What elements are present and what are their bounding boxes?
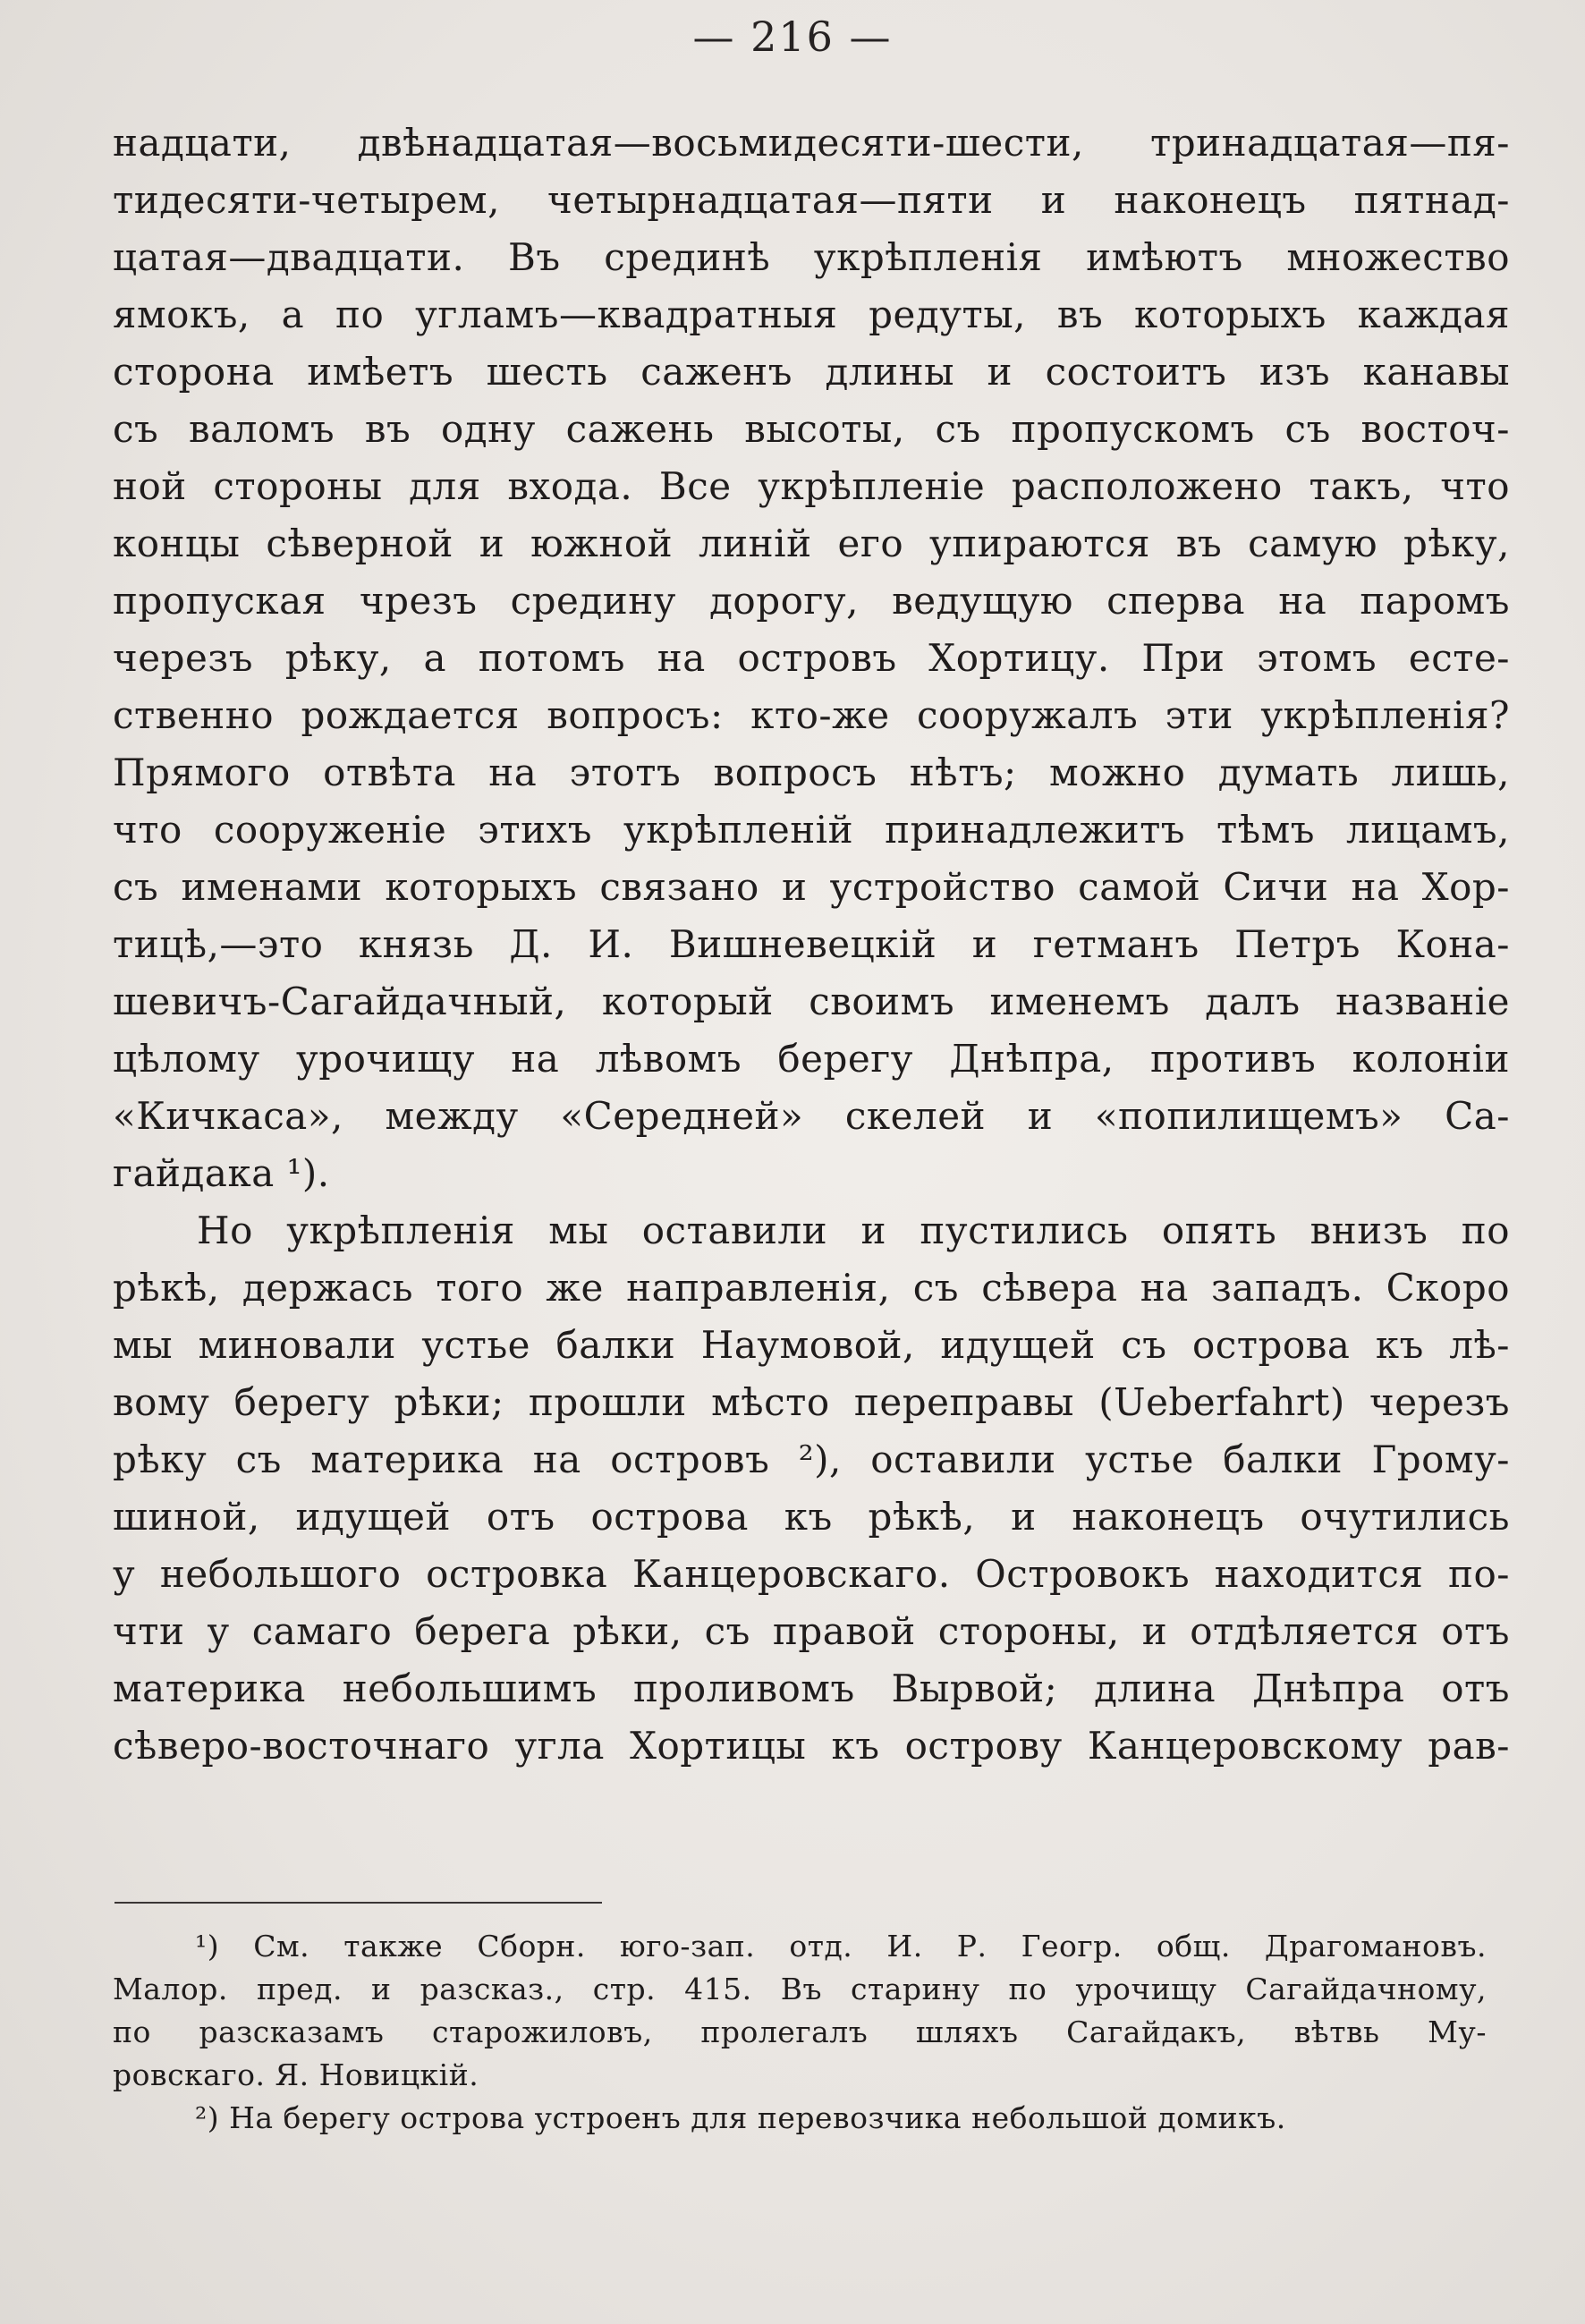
text-line: гайдака ¹). bbox=[113, 1151, 330, 1195]
text-line: шевичъ-Сагайдачный, который своимъ именемъ далъ названіе bbox=[113, 980, 1510, 1023]
text-line: что сооруженіе этихъ укрѣпленій принадлежитъ тѣмъ лицамъ, bbox=[113, 808, 1510, 852]
footnote-line: Малор. пред. и разсказ., стр. 415. Въ старину по урочищу Сагайдачному, bbox=[113, 1972, 1487, 2006]
main-text bbox=[113, 115, 1510, 1775]
text-line: у небольшого островка Канцеровскаго. Островокъ находится по- bbox=[113, 1552, 1510, 1596]
text-line: черезъ рѣку, а потомъ на островъ Хортицу. При этомъ есте- bbox=[113, 636, 1510, 680]
text-line: надцати, двѣнадцатая—восьмидесяти-шести, тринадцатая—пя- bbox=[113, 121, 1510, 165]
text-line: цатая—двадцати. Въ срединѣ укрѣпленія имѣютъ множество bbox=[113, 235, 1510, 279]
text-line: ямокъ, а по угламъ—квадратныя редуты, въ которыхъ каждая bbox=[113, 293, 1510, 336]
text-line: рѣку съ материка на островъ ²), оставили устье балки Грому- bbox=[113, 1438, 1510, 1481]
text-line: тидесяти-четырем, четырнадцатая—пяти и наконецъ пятнад- bbox=[113, 178, 1510, 222]
text-line: сѣверо-восточнаго угла Хортицы къ острову Канцеровскому рав- bbox=[113, 1724, 1510, 1768]
text-line: цѣлому урочищу на лѣвомъ берегу Днѣпра, противъ колоніи bbox=[113, 1037, 1510, 1081]
footnote-divider bbox=[114, 1902, 602, 1904]
page-number: — 216 — bbox=[692, 13, 893, 61]
text-line: ной стороны для входа. Все укрѣпленіе расположено такъ, что bbox=[113, 464, 1510, 508]
text-line: сторона имѣетъ шесть саженъ длины и состоитъ изъ канавы bbox=[113, 350, 1510, 394]
text-line: тицѣ,—это князь Д. И. Вишневецкій и гетманъ Петръ Кона- bbox=[113, 922, 1510, 966]
text-line: съ валомъ въ одну сажень высоты, съ пропускомъ съ восточ- bbox=[113, 407, 1510, 451]
text-line: Но укрѣпленія мы оставили и пустились опять внизъ по bbox=[197, 1209, 1510, 1252]
text-line: съ именами которыхъ связано и устройство самой Сичи на Хор- bbox=[113, 865, 1510, 909]
text-line: концы сѣверной и южной линій его упираются въ самую рѣку, bbox=[113, 522, 1510, 565]
text-line: чти у самаго берега рѣки, съ правой стороны, и отдѣляется отъ bbox=[113, 1609, 1510, 1653]
footnote-line: ²) На берегу острова устроенъ для перевозчика небольшой домикъ. bbox=[195, 2100, 1286, 2135]
text-line: пропуская чрезъ средину дорогу, ведущую сперва на паромъ bbox=[113, 579, 1510, 623]
text-line: мы миновали устье балки Наумовой, идущей съ острова къ лѣ- bbox=[113, 1323, 1510, 1367]
text-line: «Кичкаса», между «Середней» скелей и «попилищемъ» Са- bbox=[113, 1094, 1510, 1138]
text-line: рѣкѣ, держась того же направленія, съ сѣвера на западъ. Скоро bbox=[113, 1266, 1510, 1310]
text-line: Прямого отвѣта на этотъ вопросъ нѣтъ; можно думать лишь, bbox=[113, 751, 1510, 794]
footnotes bbox=[113, 1925, 1487, 2140]
text-line: материка небольшимъ проливомъ Вырвой; длина Днѣпра отъ bbox=[113, 1667, 1510, 1710]
footnote-line: ¹) См. также Сборн. юго-зап. отд. И. Р. Геогр. общ. Драгомановъ. bbox=[195, 1929, 1487, 1964]
footnote-line: ровскаго. Я. Новицкій. bbox=[113, 2057, 479, 2092]
text-line: шиной, идущей отъ острова къ рѣкѣ, и наконецъ очутились bbox=[113, 1495, 1510, 1539]
text-line: вому берегу рѣки; прошли мѣсто переправы (Ueberfahrt) черезъ bbox=[113, 1380, 1510, 1424]
footnote-line: по разсказамъ старожиловъ, пролегалъ шляхъ Сагайдакъ, вѣтвь Му- bbox=[113, 2014, 1487, 2049]
text-line: ственно рождается вопросъ: кто-же сооружалъ эти укрѣпленія? bbox=[113, 693, 1510, 737]
